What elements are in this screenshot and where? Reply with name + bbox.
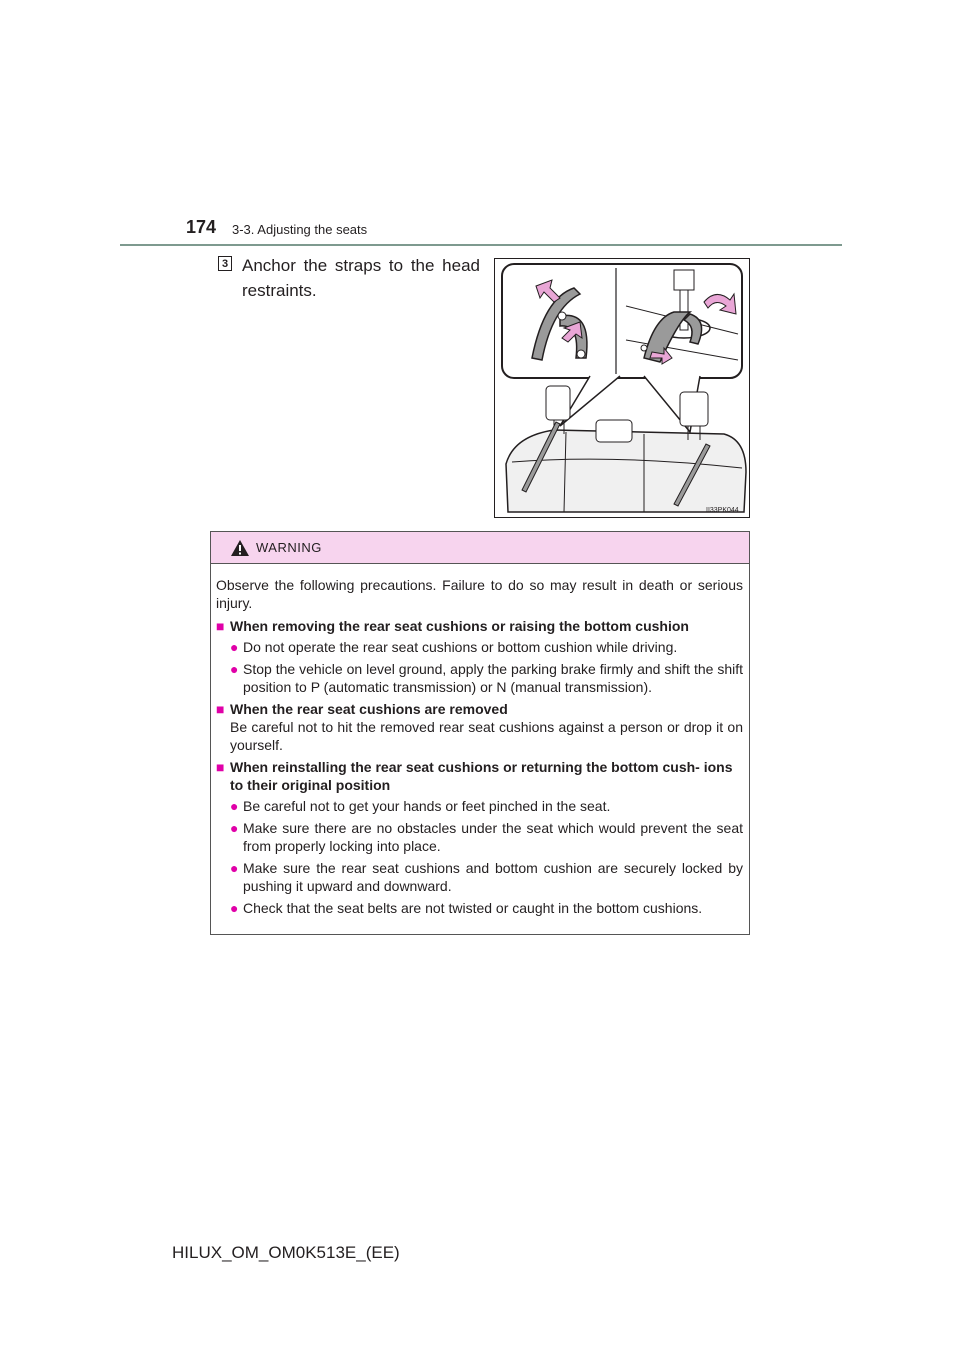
circle-bullet-icon: ●: [230, 798, 239, 814]
warning-box: [210, 531, 750, 935]
warning-section-heading: ■ When removing the rear seat cushions or raising the bottom cushion: [216, 618, 689, 634]
warning-bullet: ● Do not operate the rear seat cushions or bottom cushion while driving.: [230, 639, 678, 655]
header-rule: [120, 244, 842, 246]
warning-section-heading: ■ When reinstalling the rear seat cushions or returning the bottom cush- ions to their original position: [216, 759, 733, 793]
strap-anchoring-illustration: [494, 258, 750, 518]
warning-triangle-icon: [230, 539, 250, 557]
figure-code: II33PK044: [706, 507, 739, 514]
circle-bullet-icon: ●: [230, 820, 239, 836]
square-bullet-icon: ■: [216, 759, 225, 775]
step-text: Anchor the straps to the head restraints.: [242, 256, 480, 300]
circle-bullet-icon: ●: [230, 639, 239, 655]
warning-section-text: Be careful not to hit the removed rear seat cushions against a person or drop it on yourself.: [230, 719, 743, 753]
square-bullet-icon: ■: [216, 701, 225, 717]
section-title: 3-3. Adjusting the seats: [232, 222, 368, 237]
circle-bullet-icon: ●: [230, 860, 239, 876]
warning-section-heading: ■ When the rear seat cushions are removed: [216, 701, 508, 717]
warning-bullet: ● Stop the vehicle on level ground, apply the parking brake firmly and shift the shift position to P (automatic transmission) or N (manual transmission).: [230, 661, 743, 695]
circle-bullet-icon: ●: [230, 900, 239, 916]
warning-intro: Observe the following precautions. Failure to do so may result in death or serious injury.: [216, 577, 743, 611]
warning-bullet: ● Make sure there are no obstacles under the seat which would prevent the seat from properly locking into place.: [230, 820, 743, 854]
warning-title: WARNING: [256, 540, 322, 555]
page-number: 174: [186, 217, 217, 237]
step-number: 3: [218, 256, 232, 271]
warning-bullet: ● Make sure the rear seat cushions and bottom cushion are securely locked by pushing it upward and downward.: [230, 860, 743, 894]
warning-bullet: ● Be careful not to get your hands or feet pinched in the seat.: [230, 798, 611, 814]
document-id: HILUX_OM_OM0K513E_(EE): [172, 1243, 400, 1262]
warning-header: [211, 532, 749, 564]
circle-bullet-icon: ●: [230, 661, 239, 677]
square-bullet-icon: ■: [216, 618, 225, 634]
warning-bullet: ● Check that the seat belts are not twisted or caught in the bottom cushions.: [230, 900, 703, 916]
